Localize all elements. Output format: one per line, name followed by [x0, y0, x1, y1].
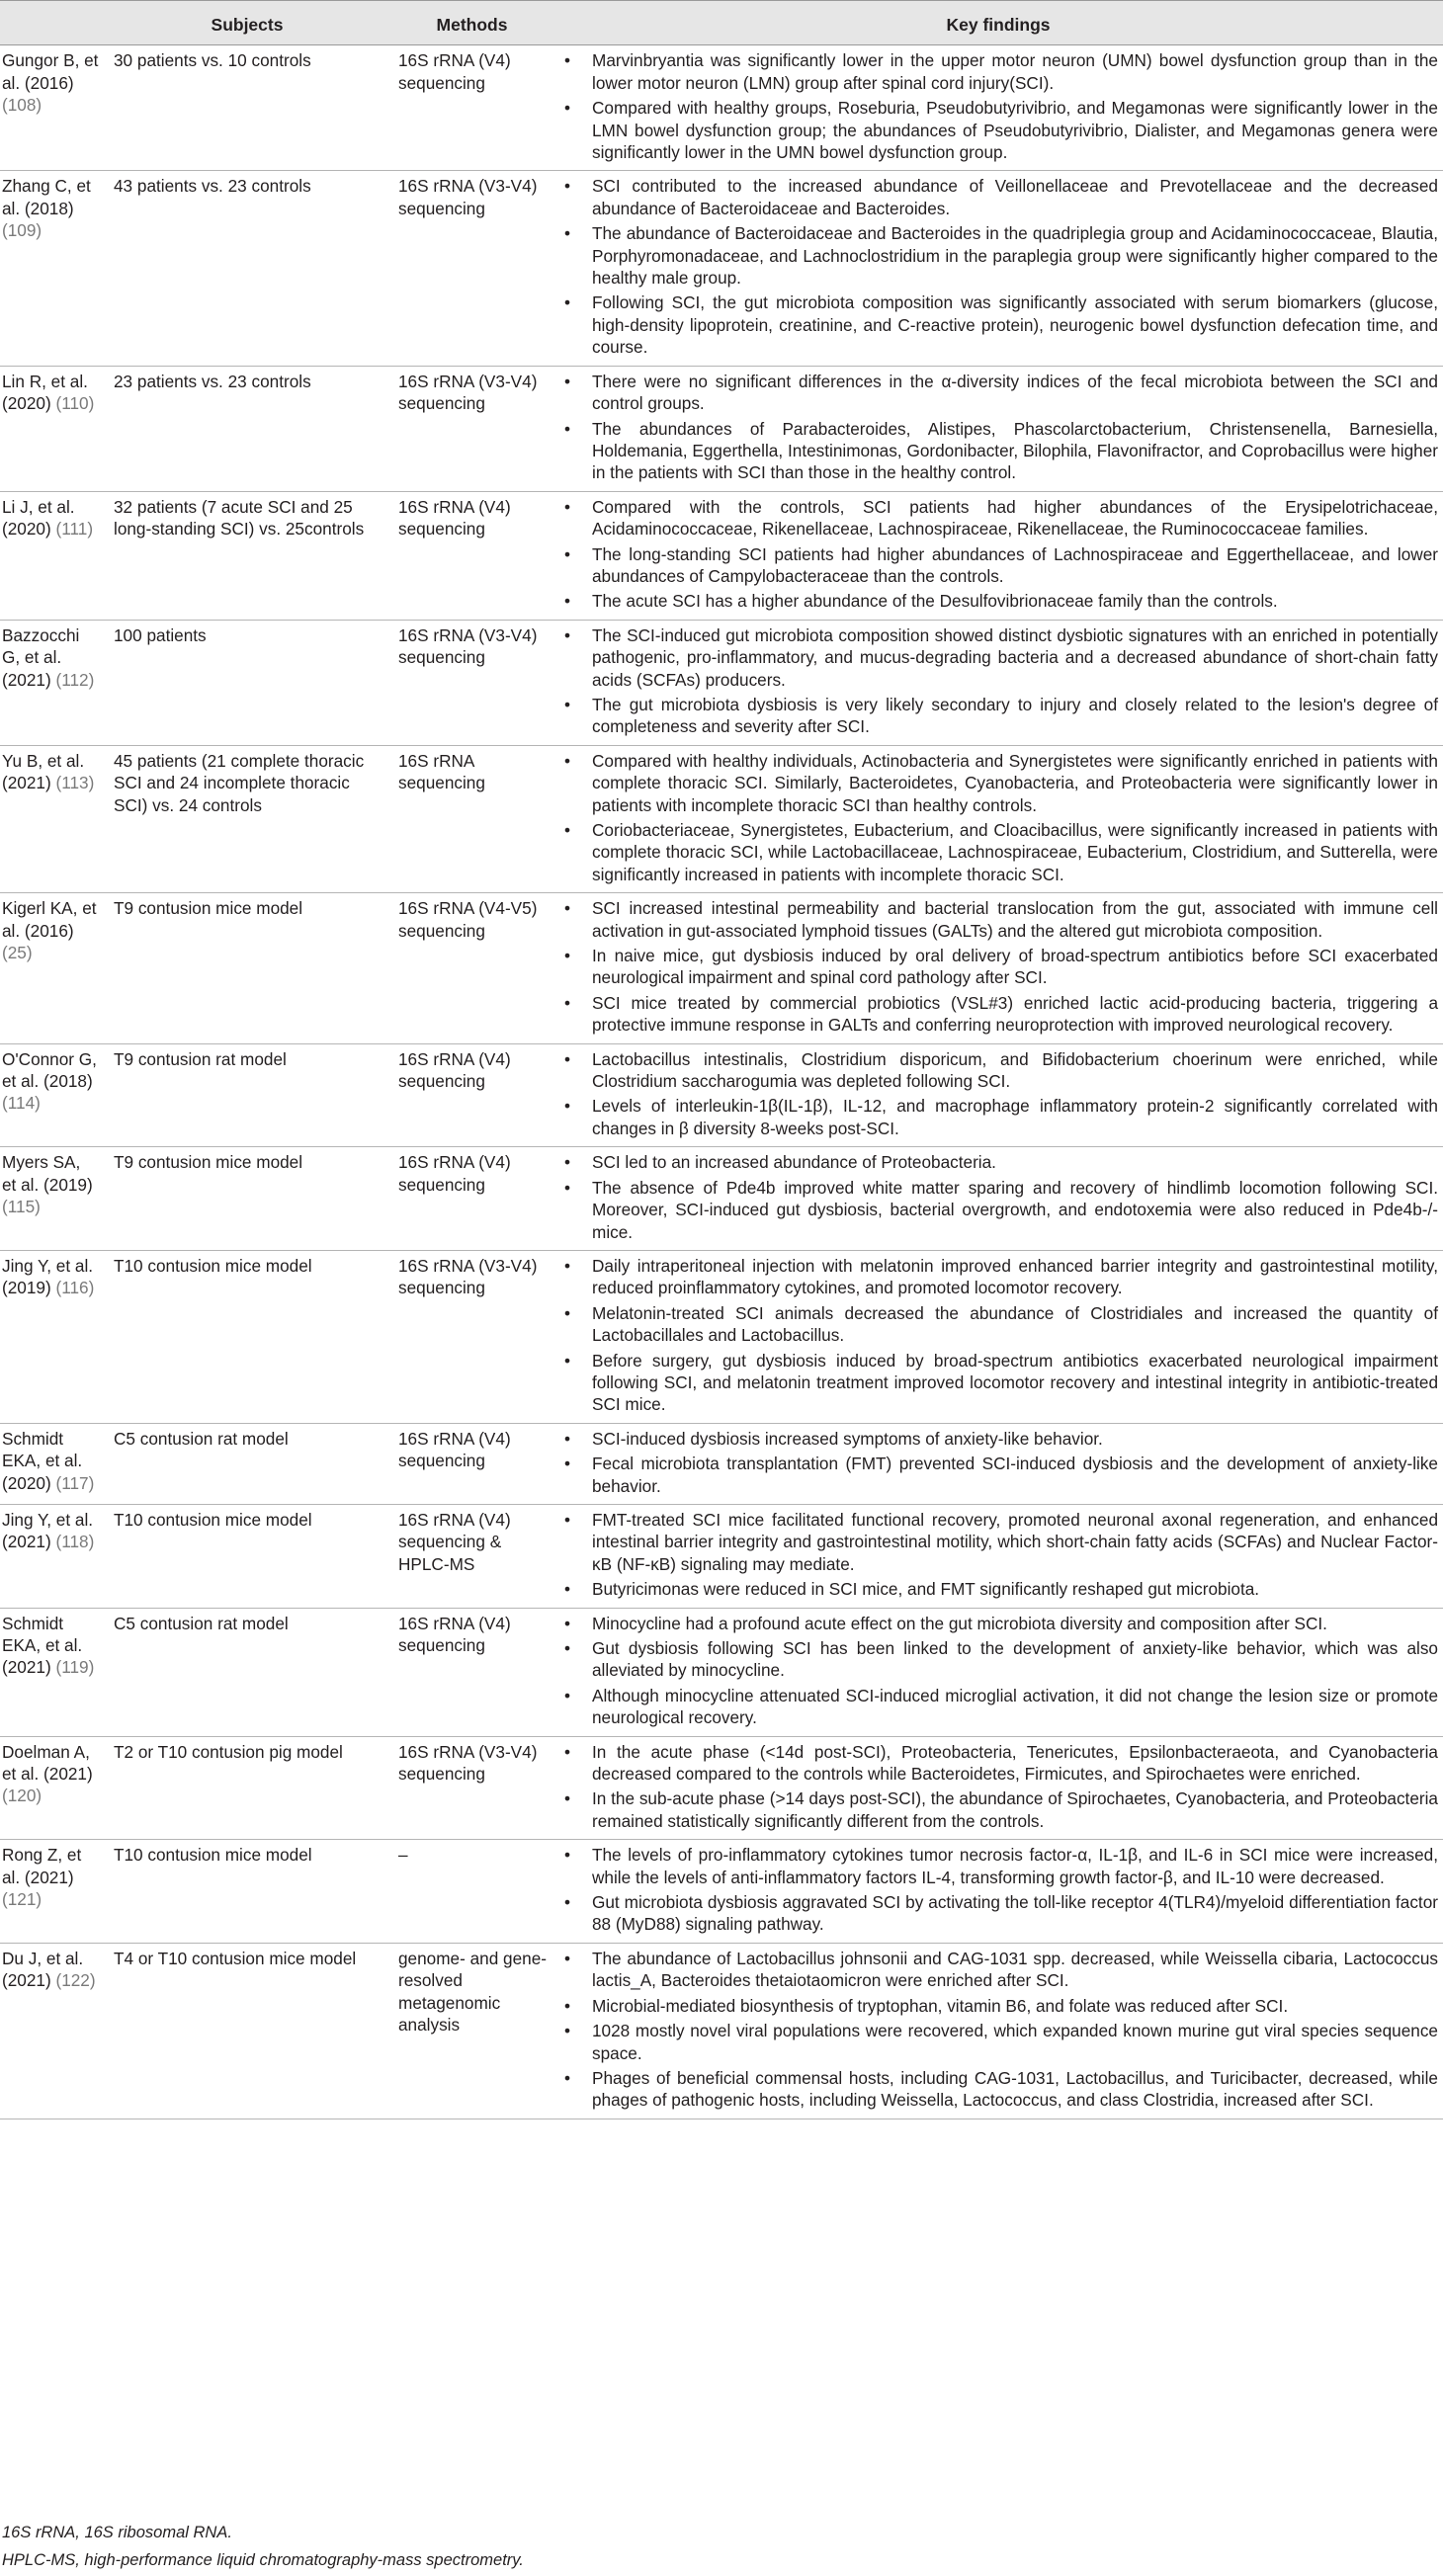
finding-item: • SCI-induced dysbiosis increased symptoms of anxiety-like behavior. — [558, 1428, 1438, 1450]
findings-cell — [553, 1504, 1443, 1608]
findings-list — [558, 49, 1438, 163]
finding-item: • Levels of interleukin-1β(IL-1β), IL-12, and macrophage inflammatory protein-2 significantly correlated with changes in β diversity 8-weeks post-SCI. — [558, 1095, 1438, 1139]
table-row — [0, 1840, 1443, 1944]
finding-item: • The abundances of Parabacteroides, Alistipes, Phascolarctobacterium, Christensenella, Barnesiella, Holdemania, Eggerthella, Intestinimonas, Gordonibacter, Bilophila, Flavonifractor, and Coprobacillus were higher in the patients with SCI than those in the healthy control. — [558, 418, 1438, 484]
study-cell — [0, 1504, 104, 1608]
findings-list — [558, 1741, 1438, 1833]
findings-cell — [553, 1043, 1443, 1147]
finding-item: • Microbial-mediated biosynthesis of tryptophan, vitamin B6, and folate was reduced after SCI. — [558, 1995, 1438, 2017]
findings-list — [558, 897, 1438, 1036]
finding-item: • Gut microbiota dysbiosis aggravated SCI by activating the toll-like receptor 4(TLR4)/myeloid differentiation factor 88 (MyD88) signaling pathway. — [558, 1891, 1438, 1936]
table-row — [0, 1147, 1443, 1251]
study-citation: Lin R, et al. (2020) — [2, 371, 88, 414]
finding-item: • The long-standing SCI patients had higher abundances of Lachnospiraceae and Eggerthellaceae, and lower abundances of Campylobacteraceae than the controls. — [558, 543, 1438, 588]
subjects-cell: 23 patients vs. 23 controls — [104, 366, 390, 491]
reference-link[interactable]: (112) — [55, 669, 95, 690]
header-study — [0, 1, 104, 45]
finding-item: • Before surgery, gut dysbiosis induced by broad-spectrum antibiotics exacerbated neurological impairment following SCI, and melatonin treatment improved locomotor recovery and intestinal integrity in antibiotic-treated SCI mice. — [558, 1350, 1438, 1416]
findings-list — [558, 371, 1438, 484]
findings-cell — [553, 171, 1443, 366]
table-row — [0, 1250, 1443, 1423]
reference-link[interactable]: (25) — [2, 943, 33, 963]
subjects-cell: T9 contusion rat model — [104, 1043, 390, 1147]
reference-link[interactable]: (111) — [55, 519, 94, 540]
findings-list — [558, 1509, 1438, 1601]
study-citation: Doelman A, et al. (2021) — [2, 1741, 93, 1785]
finding-item: • In the sub-acute phase (>14 days post-SCI), the abundance of Spirochaetes, Cyanobacteria, and Proteobacteria remained statistically significantly different from the controls. — [558, 1787, 1438, 1832]
reference-link[interactable]: (119) — [55, 1657, 95, 1678]
finding-item: • Following SCI, the gut microbiota composition was significantly associated with serum biomarkers (glucose, high-density lipoprotein, creatinine, and C-reactive protein), neurogenic bowel dysfunction defecation time, and course. — [558, 291, 1438, 358]
table-row — [0, 745, 1443, 892]
reference-link[interactable]: (108) — [2, 95, 42, 116]
findings-list — [558, 750, 1438, 885]
finding-item: • Melatonin-treated SCI animals decreased the abundance of Clostridiales and increased the quantity of Lactobacillales and Lactobacillus. — [558, 1302, 1438, 1347]
study-citation: Jing Y, et al. (2019) — [2, 1255, 94, 1298]
table-row — [0, 1043, 1443, 1147]
methods-cell: 16S rRNA (V4) sequencing & HPLC-MS — [390, 1504, 553, 1608]
finding-item: • Although minocycline attenuated SCI-induced microglial activation, it did not change the lesion size or promote neurological recovery. — [558, 1685, 1438, 1729]
finding-item: • The acute SCI has a higher abundance of the Desulfovibrionaceae family than the controls. — [558, 590, 1438, 612]
findings-cell — [553, 366, 1443, 491]
study-citation: Du J, et al. (2021) — [2, 1948, 84, 1991]
methods-cell: 16S rRNA (V4-V5) sequencing — [390, 893, 553, 1043]
findings-cell — [553, 491, 1443, 620]
reference-link[interactable]: (122) — [55, 1970, 96, 1991]
finding-item: • Gut dysbiosis following SCI has been linked to the development of anxiety-like behavior, which was also alleviated by minocycline. — [558, 1637, 1438, 1682]
study-cell — [0, 620, 104, 745]
finding-item: • The abundance of Bacteroidaceae and Bacteroides in the quadriplegia group and Acidaminococcaceae, Blautia, Porphyromonadaceae, and Lachnoclostridium in the paraplegia group were significantly higher compared to the healthy male group. — [558, 222, 1438, 289]
subjects-cell: 45 patients (21 complete thoracic SCI and 24 incomplete thoracic SCI) vs. 24 controls — [104, 745, 390, 892]
findings-list — [558, 1948, 1438, 2112]
study-cell — [0, 171, 104, 366]
methods-cell: 16S rRNA sequencing — [390, 745, 553, 892]
footnote-hplc: HPLC-MS, high-performance liquid chromatography-mass spectrometry. — [2, 2551, 524, 2569]
subjects-cell: 100 patients — [104, 620, 390, 745]
subjects-cell: T10 contusion mice model — [104, 1504, 390, 1608]
subjects-cell: 32 patients (7 acute SCI and 25 long-standing SCI) vs. 25controls — [104, 491, 390, 620]
methods-cell: 16S rRNA (V3-V4) sequencing — [390, 1250, 553, 1423]
table-row — [0, 620, 1443, 745]
finding-item: • Phages of beneficial commensal hosts, including CAG-1031, Lactobacillus, and Turicibacter, decreased, while phages of pathogenic hosts, including Weissella, Lactococcus, and class Clostridia, increased after SCI. — [558, 2067, 1438, 2112]
reference-link[interactable]: (109) — [2, 220, 42, 241]
study-cell — [0, 745, 104, 892]
reference-link[interactable]: (113) — [55, 773, 95, 793]
findings-list — [558, 1613, 1438, 1729]
findings-cell — [553, 1840, 1443, 1944]
table-row — [0, 45, 1443, 171]
subjects-cell: 30 patients vs. 10 controls — [104, 45, 390, 171]
finding-item: • Lactobacillus intestinalis, Clostridium disporicum, and Bifidobacterium choerinum were enriched, while Clostridium saccharogumia was depleted following SCI. — [558, 1048, 1438, 1093]
methods-cell: 16S rRNA (V4) sequencing — [390, 491, 553, 620]
finding-item: • Compared with healthy groups, Roseburia, Pseudobutyrivibrio, and Megamonas were significantly lower in the LMN bowel dysfunction group; the abundances of Pseudobutyrivibrio, Dialister, and Megamonas genera were significantly lower in the UMN bowel dysfunction group. — [558, 97, 1438, 163]
study-cell — [0, 1147, 104, 1251]
finding-item: • Fecal microbiota transplantation (FMT) prevented SCI-induced dysbiosis and the development of anxiety-like behavior. — [558, 1453, 1438, 1497]
reference-link[interactable]: (118) — [55, 1532, 95, 1552]
findings-cell — [553, 1147, 1443, 1251]
header-methods: Methods — [390, 1, 553, 45]
table-body — [0, 45, 1443, 2119]
study-cell — [0, 1423, 104, 1504]
finding-item: • Compared with healthy individuals, Actinobacteria and Synergistetes were significantly enriched in patients with complete thoracic SCI. Similarly, Bacteroidetes, Cyanobacteria, and Proteobacteria were significantly lower in patients with incomplete thoracic SCI than healthy controls. — [558, 750, 1438, 816]
reference-link[interactable]: (110) — [55, 393, 95, 414]
finding-item: • SCI increased intestinal permeability and bacterial translocation from the gut, associated with immune cell activation in gut-associated lymphoid tissues (GALTs) and the altered gut microbiota composition. — [558, 897, 1438, 942]
finding-item: • The gut microbiota dysbiosis is very likely secondary to injury and closely related to the lesion's degree of completeness and severity after SCI. — [558, 694, 1438, 738]
finding-item: • 1028 mostly novel viral populations were recovered, which expanded known murine gut viral species sequence space. — [558, 2020, 1438, 2064]
findings-cell — [553, 745, 1443, 892]
subjects-cell: T10 contusion mice model — [104, 1250, 390, 1423]
table-row — [0, 1943, 1443, 2119]
study-cell — [0, 893, 104, 1043]
subjects-cell: T9 contusion mice model — [104, 1147, 390, 1251]
finding-item: • The SCI-induced gut microbiota composition showed distinct dysbiotic signatures with an enriched in potentially pathogenic, pro-inflammatory, and mucus-degrading bacteria and a decreased abundance of short-chain fatty acids (SCFAs) producers. — [558, 624, 1438, 691]
subjects-cell: C5 contusion rat model — [104, 1423, 390, 1504]
finding-item: • Coriobacteriaceae, Synergistetes, Eubacterium, and Cloacibacillus, were significantly increased in patients with complete thoracic SCI, while Lactobacillaceae, Lachnospiraceae, Eubacterium, Clostridium, and Sutterella, were significantly increased in patients with incomplete thoracic SCI. — [558, 819, 1438, 885]
methods-cell: 16S rRNA (V4) sequencing — [390, 45, 553, 171]
study-citation: O'Connor G, et al. (2018) — [2, 1048, 97, 1092]
subjects-cell: T10 contusion mice model — [104, 1840, 390, 1944]
findings-cell — [553, 1736, 1443, 1840]
findings-list — [558, 175, 1438, 358]
subjects-cell: T2 or T10 contusion pig model — [104, 1736, 390, 1840]
table-row — [0, 1423, 1443, 1504]
methods-cell: 16S rRNA (V4) sequencing — [390, 1608, 553, 1736]
methods-cell: 16S rRNA (V4) sequencing — [390, 1043, 553, 1147]
table-row — [0, 1504, 1443, 1608]
study-cell — [0, 1943, 104, 2119]
subjects-cell: T9 contusion mice model — [104, 893, 390, 1043]
table-row — [0, 1736, 1443, 1840]
header-subjects: Subjects — [104, 1, 390, 45]
findings-list — [558, 496, 1438, 613]
study-cell — [0, 1840, 104, 1944]
methods-cell: 16S rRNA (V4) sequencing — [390, 1147, 553, 1251]
study-cell — [0, 1043, 104, 1147]
study-citation: Gungor B, et al. (2016) — [2, 50, 99, 93]
finding-item: • SCI led to an increased abundance of Proteobacteria. — [558, 1151, 1438, 1173]
findings-cell — [553, 1943, 1443, 2119]
study-citation: Zhang C, et al. (2018) — [2, 176, 91, 218]
study-cell — [0, 1608, 104, 1736]
methods-cell: 16S rRNA (V3-V4) sequencing — [390, 1736, 553, 1840]
methods-cell: 16S rRNA (V3-V4) sequencing — [390, 366, 553, 491]
study-citation: Li J, et al. (2020) — [2, 496, 75, 540]
study-cell — [0, 366, 104, 491]
study-citation: Kigerl KA, et al. (2016) — [2, 898, 97, 941]
footnote-16s: 16S rRNA, 16S ribosomal RNA. — [2, 2524, 232, 2541]
finding-item: • Minocycline had a profound acute effect on the gut microbiota diversity and composition after SCI. — [558, 1613, 1438, 1634]
findings-cell — [553, 1608, 1443, 1736]
findings-list — [558, 1048, 1438, 1140]
study-citation: Jing Y, et al. (2021) — [2, 1509, 94, 1552]
finding-item: • In the acute phase (<14d post-SCI), Proteobacteria, Tenericutes, Epsilonbacteraeota, and Cyanobacteria decreased compared to the controls while Bacteroidetes, Firmicutes, and Spirochaetes were enriched. — [558, 1741, 1438, 1786]
methods-cell: 16S rRNA (V4) sequencing — [390, 1423, 553, 1504]
findings-list — [558, 624, 1438, 738]
study-cell — [0, 45, 104, 171]
reference-link[interactable]: (114) — [2, 1093, 41, 1114]
reference-link[interactable]: (115) — [2, 1197, 41, 1217]
reference-link[interactable]: (120) — [2, 1786, 42, 1806]
header-findings: Key findings — [553, 1, 1443, 45]
table-row — [0, 893, 1443, 1043]
finding-item: • The levels of pro-inflammatory cytokines tumor necrosis factor-α, IL-1β, and IL-6 in SCI mice were increased, while the levels of anti-inflammatory factors IL-4, transforming growth factor-β, and IL-10 were decreased. — [558, 1844, 1438, 1888]
methods-cell: – — [390, 1840, 553, 1944]
subjects-cell: 43 patients vs. 23 controls — [104, 171, 390, 366]
findings-cell — [553, 620, 1443, 745]
study-citation: Bazzocchi G, et al. (2021) — [2, 624, 80, 690]
study-cell — [0, 491, 104, 620]
finding-item: • Marvinbryantia was significantly lower in the upper motor neuron (UMN) bowel dysfunction group than in the lower motor neuron (LMN) group after spinal cord injury(SCI). — [558, 49, 1438, 94]
findings-cell — [553, 45, 1443, 171]
finding-item: • Daily intraperitoneal injection with melatonin improved enhanced barrier integrity and gastrointestinal motility, reduced proinflammatory cytokines, and promoted locomotor recovery. — [558, 1255, 1438, 1299]
finding-item: • In naive mice, gut dysbiosis induced by oral delivery of broad-spectrum antibiotics before SCI exacerbated neurological impairment and spinal cord pathology after SCI. — [558, 945, 1438, 989]
finding-item: • SCI mice treated by commercial probiotics (VSL#3) enriched lactic acid-producing bacteria, triggering a protective immune response in GALTs and conferring neuroprotection with improved neurological recovery. — [558, 992, 1438, 1037]
header-row — [0, 1, 1443, 45]
study-citation: Schmidt EKA, et al. (2020) — [2, 1428, 83, 1493]
study-cell — [0, 1736, 104, 1840]
findings-list — [558, 1844, 1438, 1936]
finding-item: • SCI contributed to the increased abundance of Veillonellaceae and Prevotellaceae and the decreased abundance of Bacteroidaceae and Bacteroides. — [558, 175, 1438, 219]
finding-item: • Butyricimonas were reduced in SCI mice, and FMT significantly reshaped gut microbiota. — [558, 1578, 1438, 1600]
table-row — [0, 1608, 1443, 1736]
table-row — [0, 491, 1443, 620]
findings-list — [558, 1151, 1438, 1243]
methods-cell: genome- and gene-resolved metagenomic analysis — [390, 1943, 553, 2119]
finding-item: • The abundance of Lactobacillus johnsonii and CAG-1031 spp. decreased, while Weissella cibaria, Lactococcus lactis_A, Bacteroides thetaiotaomicron were enriched after SCI. — [558, 1948, 1438, 1992]
findings-list — [558, 1428, 1438, 1497]
reference-link[interactable]: (117) — [55, 1472, 95, 1493]
findings-cell — [553, 1250, 1443, 1423]
reference-link[interactable]: (121) — [2, 1889, 42, 1910]
findings-cell — [553, 893, 1443, 1043]
finding-item: • FMT-treated SCI mice facilitated functional recovery, promoted neuronal axonal regeneration, and enhanced intestinal barrier integrity and gastrointestinal motility, which short-chain fatty acids (SCFAs) and Nuclear Factor-κB (NF-κB) signaling may mediate. — [558, 1509, 1438, 1575]
study-citation: Rong Z, et al. (2021) — [2, 1845, 82, 1887]
table-row — [0, 366, 1443, 491]
finding-item: • Compared with the controls, SCI patients had higher abundances of the Erysipelotrichaceae, Acidaminococcaceae, Rikenellaceae, Lachnospiraceae, Rikenellaceae, the Ruminococcaceae families. — [558, 496, 1438, 540]
subjects-cell: T4 or T10 contusion mice model — [104, 1943, 390, 2119]
study-citation: Myers SA, et al. (2019) — [2, 1152, 93, 1195]
study-cell — [0, 1250, 104, 1423]
methods-cell: 16S rRNA (V3-V4) sequencing — [390, 171, 553, 366]
table-row — [0, 171, 1443, 366]
subjects-cell: C5 contusion rat model — [104, 1608, 390, 1736]
study-citation: Yu B, et al. (2021) — [2, 750, 85, 793]
findings-list — [558, 1255, 1438, 1416]
reference-link[interactable]: (116) — [55, 1278, 95, 1298]
finding-item: • The absence of Pde4b improved white matter sparing and recovery of hindlimb locomotion following SCI. Moreover, SCI-induced gut dysbiosis, bacterial overgrowth, and endotoxemia were also reduced in Pde4b-/- mice. — [558, 1177, 1438, 1243]
methods-cell: 16S rRNA (V3-V4) sequencing — [390, 620, 553, 745]
findings-cell — [553, 1423, 1443, 1504]
finding-item: • There were no significant differences in the α-diversity indices of the fecal microbiota between the SCI and control groups. — [558, 371, 1438, 415]
study-citation: Schmidt EKA, et al. (2021) — [2, 1613, 83, 1678]
